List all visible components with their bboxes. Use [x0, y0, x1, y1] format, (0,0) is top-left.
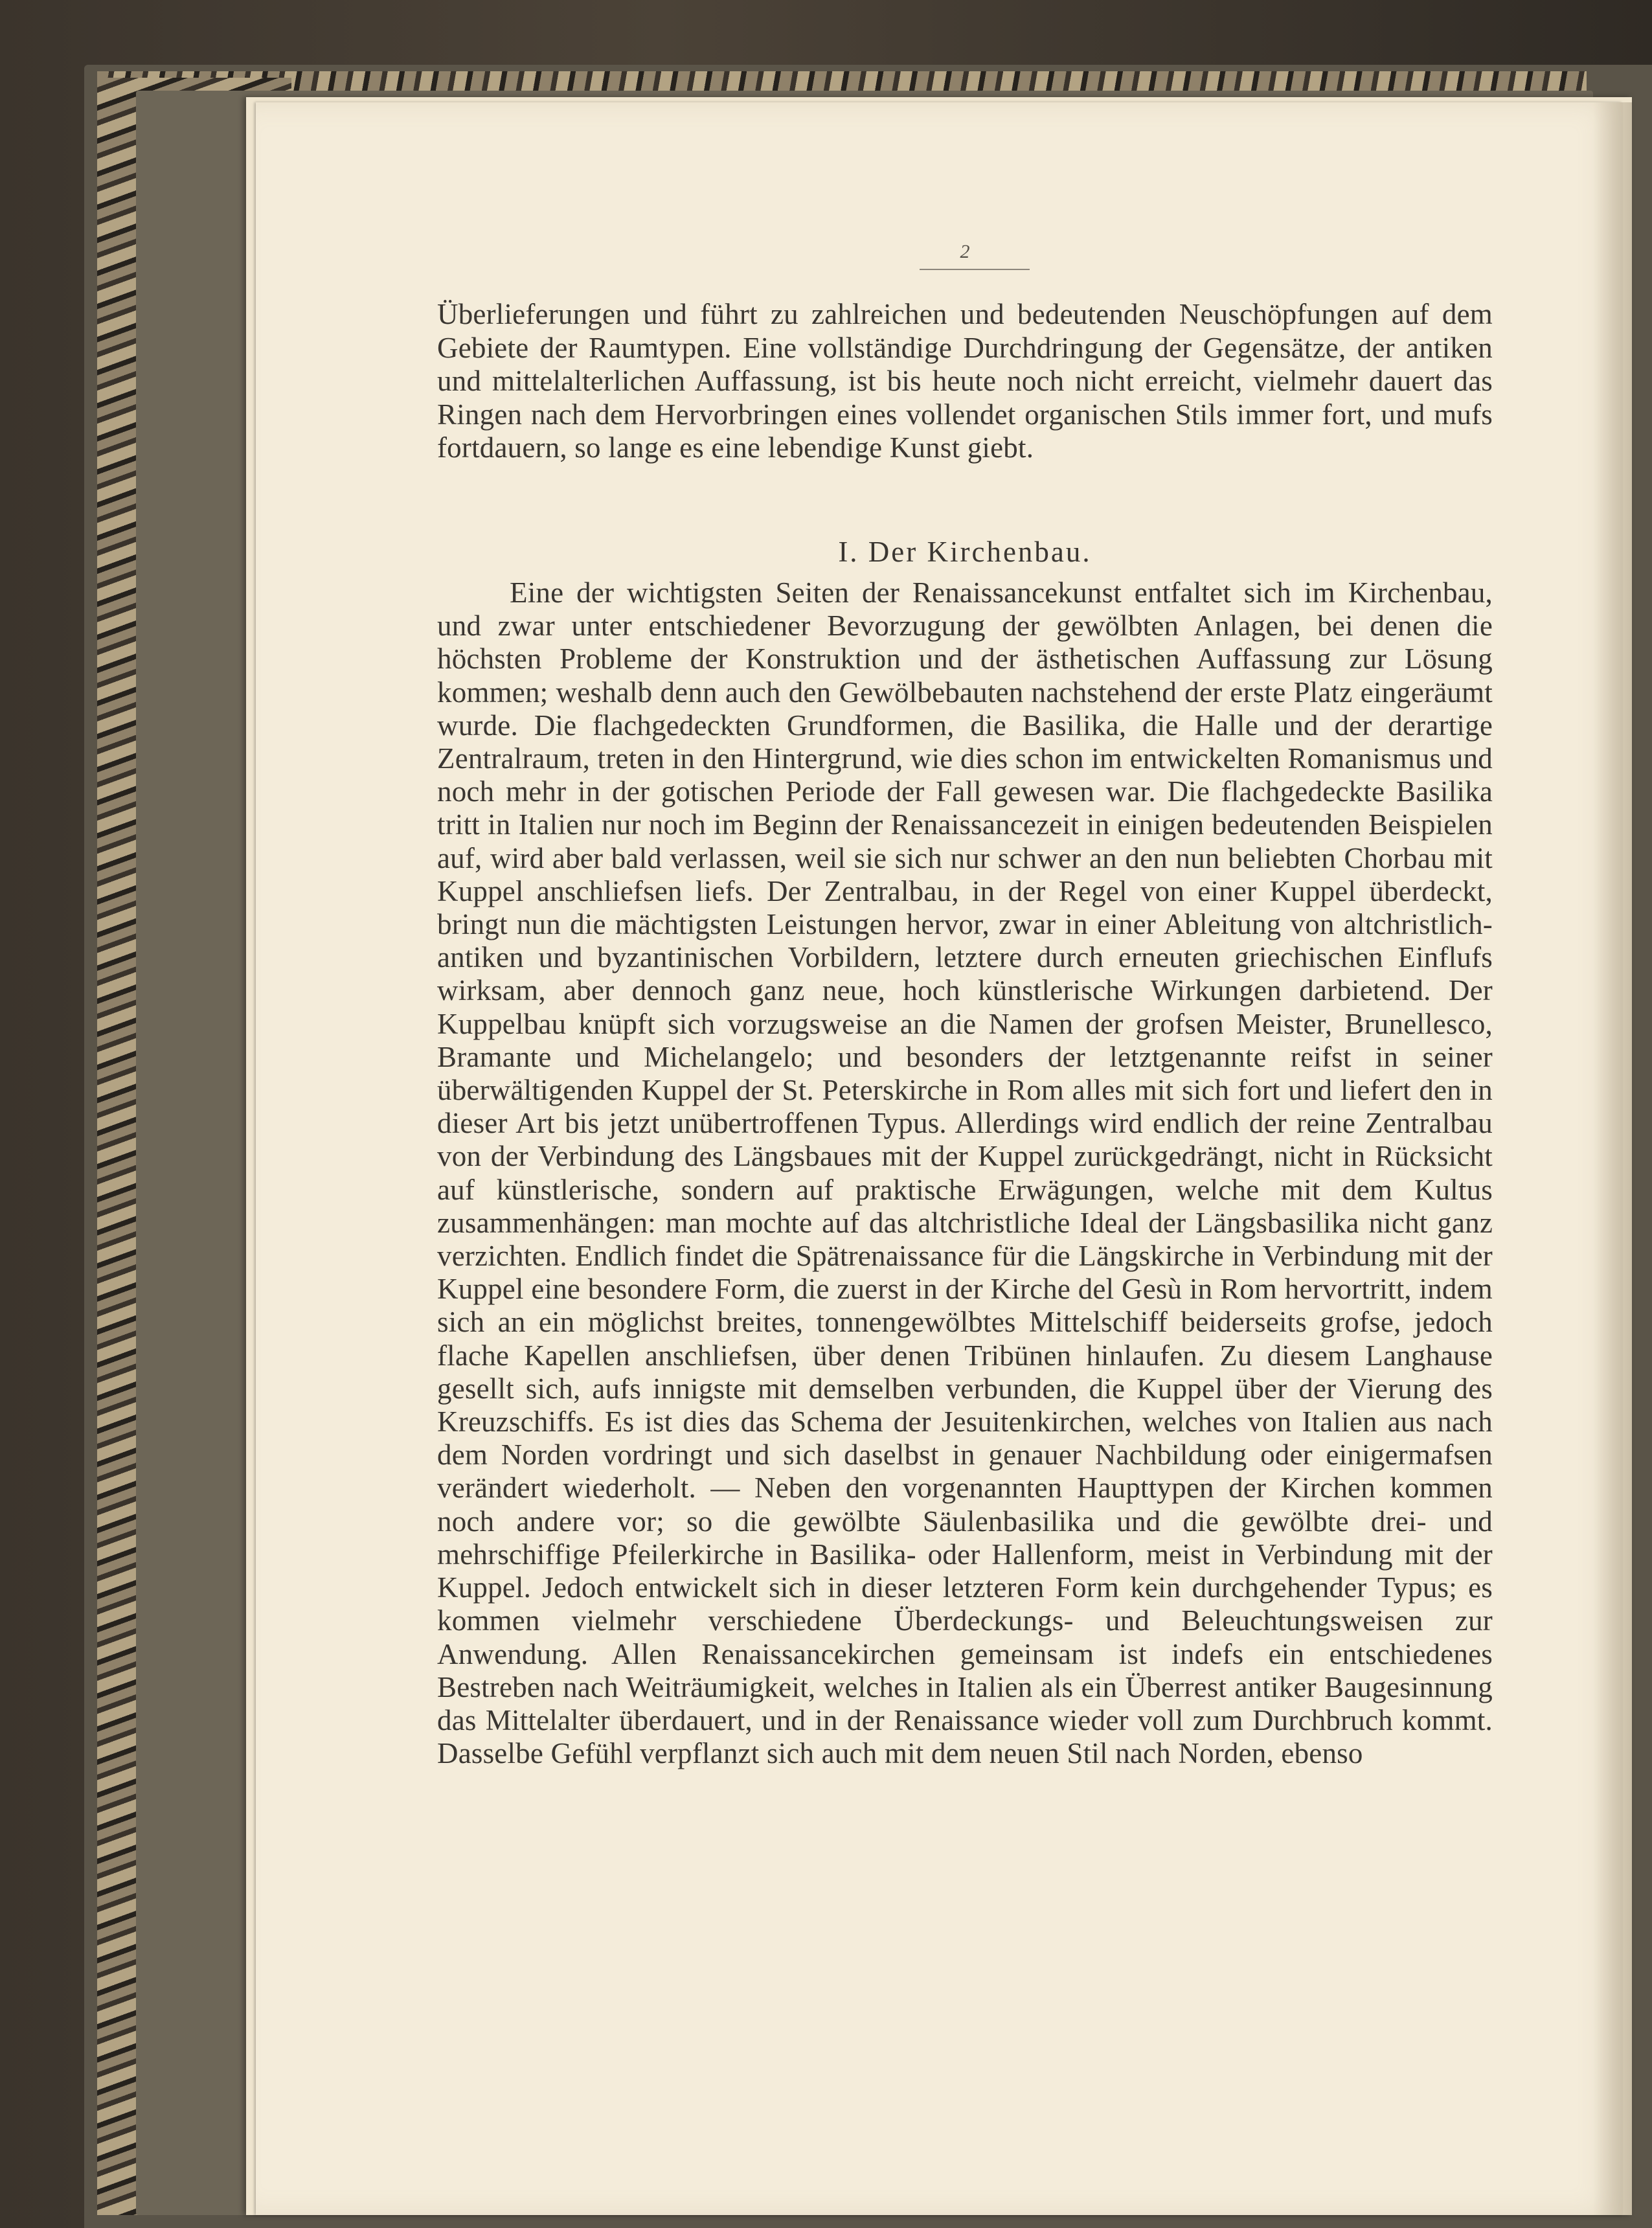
page-gutter-shadow: [1593, 102, 1632, 2215]
page-number: 2: [960, 241, 970, 262]
main-paragraph: Eine der wichtigsten Seiten der Renaissancekunst entfaltet sich im Kirchenbau, und zwar unter entschiedener Bevorzugung der gewölbten Anlagen, bei denen die höchsten Probleme der Konstruktion und der ästhetischen Auffassung zur Lösung kommen; weshalb denn auch den Gewölbebauten nachstehend der erste Platz eingeräumt wurde. Die flachgedeckten Grundformen, die Basilika, die Halle und der derartige Zentralraum, treten in den Hintergrund, wie dies schon im entwickelten Romanismus und noch mehr in der gotischen Periode der Fall gewesen war. Die flachgedeckte Basilika tritt in Italien nur noch im Beginn der Renaissancezeit in einigen bedeutenden Beispielen auf, wird aber bald verlassen, weil sie sich nur schwer an den nun beliebten Chorbau mit Kuppel anschliefsen liefs. Der Zentralbau, in der Regel von einer Kuppel überdeckt, bringt nun die mächtigsten Leistungen hervor, zwar in einer Ableitung von altchristlich-antiken und byzantinischen Vorbildern, letztere durch erneuten griechischen Einflufs wirksam, aber dennoch ganz neue, hoch künstlerische Wirkungen darbietend. Der Kuppelbau knüpft sich vorzugsweise an die Namen der grofsen Meister, Brunellesco, Bramante und Michelangelo; und besonders der letztgenannte reifst in seiner überwältigenden Kuppel der St. Peterskirche in Rom alles mit sich fort und liefert den in dieser Art bis jetzt unübertroffenen Typus. Allerdings wird endlich der reine Zentralbau von der Verbindung des Längsbaues mit der Kuppel zurückgedrängt, nicht in Rücksicht auf künstlerische, sondern auf praktische Erwägungen, welche mit dem Kultus zusammenhängen: man mochte auf das altchristliche Ideal der Längsbasilika nicht ganz verzichten. Endlich findet die Spätrenaissance für die Längskirche in Verbindung mit der Kuppel eine besondere Form, die zuerst in der Kirche del Gesù in Rom hervortritt, indem sich an ein möglichst breites, tonnengewölbtes Mittelschiff beiderseits grofse, jedoch flache Kapellen anschliefsen, über denen Tribünen hinlaufen. Zu diesem Langhause gesellt sich, aufs innigste mit demselben verbunden, die Kuppel über der Vierung des Kreuzschiffs. Es ist dies das Schema der Jesuitenkirchen, welches von Italien aus nach dem Norden vordringt und sich daselbst in genauer Nachbildung oder einigermafsen verändert wiederholt. — Neben den vorgenannten Haupttypen der Kirchen kommen noch andere vor; so die gewölbte Säulenbasilika und die gewölbte drei- und mehrschiffige Pfeilerkirche in Basilika- oder Hallenform, meist in Verbindung mit der Kuppel. Jedoch entwickelt sich in dieser letzteren Form kein durchgehender Typus; es kommen vielmehr verschiedene Überdeckungs- und Beleuchtungsweisen zur Anwendung. Allen Renaissancekirchen gemeinsam ist indefs ein entschiedenes Bestreben nach Weiträumigkeit, welches in Italien als ein Überrest antiker Baugesinnung das Mittelalter überdauert, und in der Renaissance wieder voll zum Durchbruch kommt. Dasselbe Gefühl verpflanzt sich auch mit dem neuen Stil nach Norden, ebenso: [437, 576, 1493, 1770]
header-rule: [920, 269, 1030, 270]
section-heading: I. Der Kirchenbau.: [838, 536, 1092, 568]
intro-paragraph: Überlieferungen und führt zu zahlreichen und bedeutenden Neuschöpfungen auf dem Gebiete der Raumtypen. Eine vollständige Durchdringung der Gegensätze, der antiken und mittelalterlichen Auffassung, ist bis heute noch nicht erreicht, vielmehr dauert das Ringen nach dem Hervorbringen eines vollendet organischen Stils immer fort, und mufs fortdauern, so lange es eine lebendige Kunst giebt.: [437, 298, 1493, 464]
